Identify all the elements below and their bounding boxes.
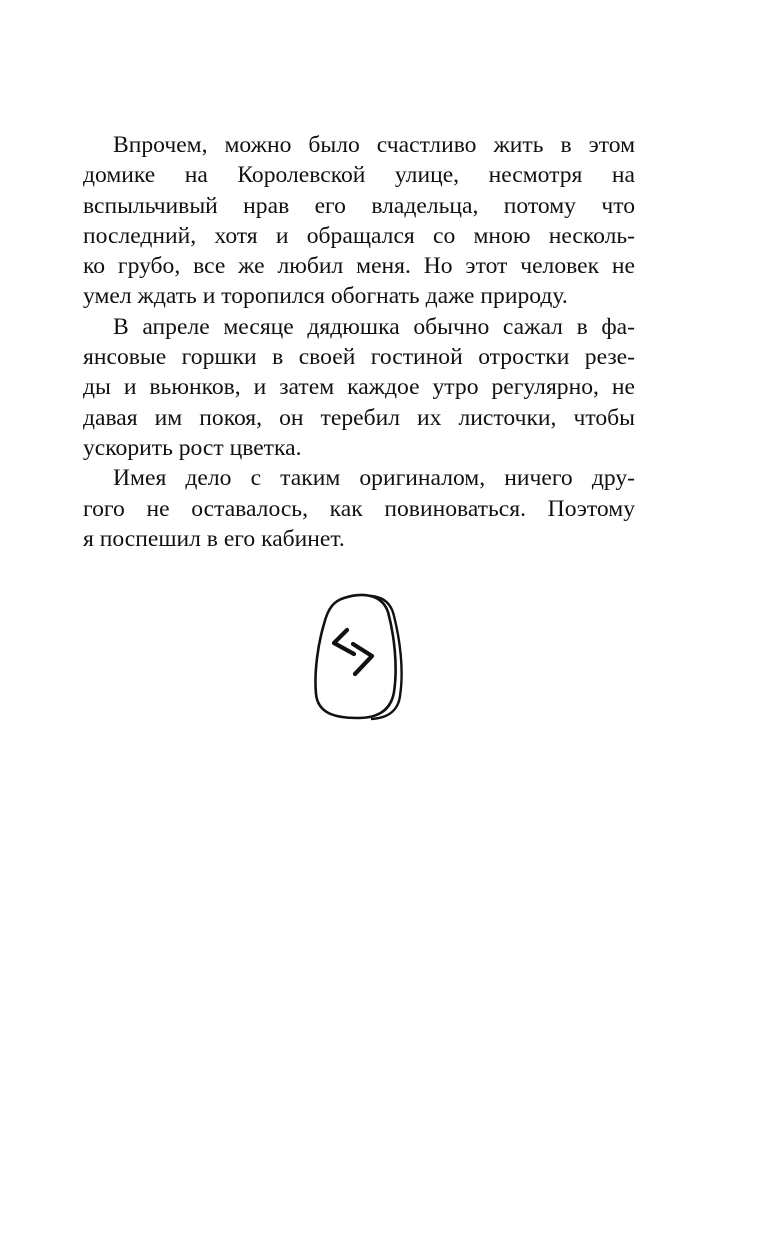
paragraph-2: [83, 312, 635, 463]
text-line: Имея дело с таким оригиналом, ничего дру-: [113, 465, 635, 492]
body-text: [83, 130, 635, 554]
text-line: гого не оставалось, как повиноваться. Поэтому: [83, 495, 635, 522]
text-line: последний, хотя и обращался со мною несколь-: [83, 222, 635, 249]
text-line: вспыльчивый нрав его владельца, потому что: [83, 192, 635, 219]
text-line: домике на Королевской улице, несмотря на: [83, 162, 635, 189]
text-line: давая им покоя, он теребил их листочки, чтобы: [83, 404, 635, 431]
text-line: я поспешил в его кабинет.: [83, 525, 345, 552]
text-line: янсовые горшки в своей гостиной отростки резе-: [83, 344, 635, 371]
paragraph-1: [83, 130, 635, 312]
text-line: В апреле месяце дядюшка обычно сажал в фа-: [113, 313, 635, 340]
text-line: ды и вьюнков, и затем каждое утро регулярно, не: [83, 374, 635, 401]
text-line: ко грубо, все же любил меня. Но этот человек не: [83, 253, 635, 280]
text-line: ускорить рост цветка.: [83, 434, 302, 461]
rune-stone-icon: [310, 590, 406, 722]
stone-face-outline: [315, 595, 395, 718]
text-line: Впрочем, можно было счастливо жить в этом: [113, 132, 635, 158]
text-line: умел ждать и торопился обогнать даже природу.: [83, 283, 568, 310]
rune-stone-illustration: [310, 590, 406, 722]
paragraph-3: [83, 463, 635, 554]
